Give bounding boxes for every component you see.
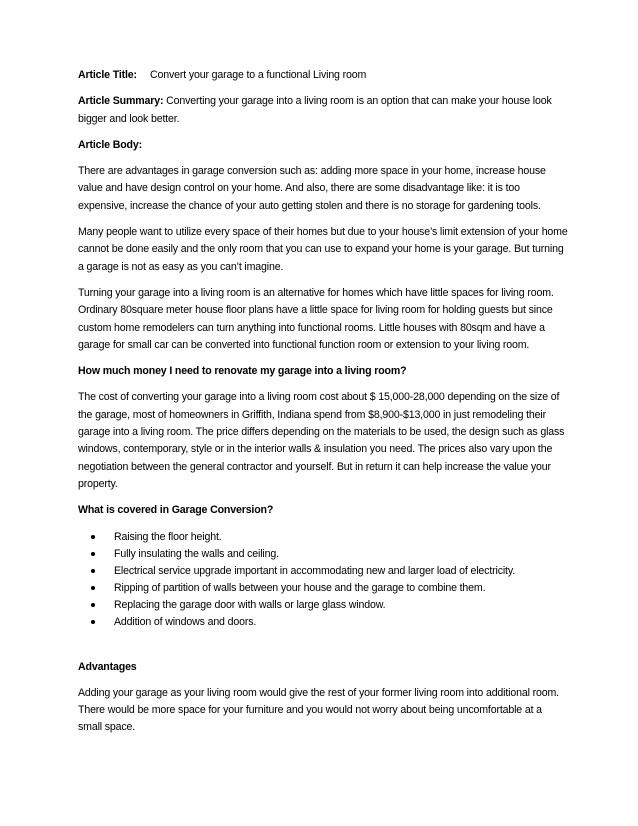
covered-list bbox=[78, 529, 568, 631]
section-spacer bbox=[78, 640, 568, 659]
article-title-value: Convert your garage to a functional Living room bbox=[150, 69, 367, 81]
money-paragraph: The cost of converting your garage into a living room cost about $ 15,000-28,000 depending on the size of the garage, most of homeowners in Griffith, Indiana spend from $8,900-$13,000 in just remodeling their garage into a living room. The price differs depending on the materials to be used, the design such as glass windows, contemporary, style or in the interior walls & insulation you need. The prices also vary upon the negotiation between the general contractor and yourself. But in return it can help increase the value your property. bbox=[78, 391, 565, 490]
bullet-icon bbox=[91, 603, 95, 607]
list-item bbox=[78, 614, 568, 631]
body-paragraph-3: Turning your garage into a living room is an alternative for homes which have little spaces for living room. Ordinary 80square meter house floor plans have a little space for living room for holding guests but since custom home remodelers can turn anything into functional rooms. Little houses with 80sqm and have a garage for small car can be converted into functional function room or extension to your living room. bbox=[78, 286, 554, 351]
body-paragraph-2: Many people want to utilize every space of their homes but due to your house’s limit extension of your home cannot be done easily and the only room that you can use to expand your home is your garage. But turning a garage is not as easy as you can’t imagine. bbox=[78, 226, 568, 273]
bullet-icon bbox=[91, 535, 95, 539]
list-item-text: Fully insulating the walls and ceiling. bbox=[114, 547, 279, 560]
list-item bbox=[78, 580, 568, 597]
money-heading: How much money I need to renovate my garage into a living room? bbox=[78, 365, 407, 378]
article-summary bbox=[78, 93, 568, 128]
covered-heading: What is covered in Garage Conversion? bbox=[78, 504, 274, 517]
body-paragraph-1: There are advantages in garage conversion such as: adding more space in your home, increase house value and have design control on your home. And also, there are some disadvantage like: it is too expensive, increase the chance of your auto getting stolen and there is no storage for gardening tools. bbox=[78, 165, 546, 212]
list-item bbox=[78, 546, 568, 563]
article-body-heading: Article Body: bbox=[78, 138, 142, 151]
article-summary-text: Converting your garage into a living room is an option that can make your house look bigger and look better. bbox=[78, 95, 552, 125]
list-item bbox=[78, 597, 568, 614]
list-item-text: Raising the floor height. bbox=[114, 530, 222, 543]
list-item-text: Ripping of partition of walls between your house and the garage to combine them. bbox=[114, 581, 486, 594]
list-item-text: Electrical service upgrade important in accommodating new and larger load of electricity. bbox=[114, 564, 515, 577]
advantages-paragraph: Adding your garage as your living room would give the rest of your former living room into additional room. There would be more space for your furniture and you would not worry about being uncomfortable at a small space. bbox=[78, 686, 559, 734]
bullet-icon bbox=[91, 586, 95, 590]
list-item-text: Addition of windows and doors. bbox=[114, 615, 257, 628]
article-title-label: Article Title: bbox=[78, 69, 137, 81]
list-item-text: Replacing the garage door with walls or large glass window. bbox=[114, 598, 386, 611]
article-title-row bbox=[78, 67, 568, 84]
bullet-icon bbox=[91, 552, 95, 556]
bullet-icon bbox=[91, 569, 95, 573]
article-summary-label: Article Summary: bbox=[78, 95, 164, 108]
advantages-heading: Advantages bbox=[78, 660, 137, 673]
list-item bbox=[78, 529, 568, 546]
list-item bbox=[78, 563, 568, 580]
document-page bbox=[78, 67, 568, 746]
bullet-icon bbox=[91, 620, 95, 624]
